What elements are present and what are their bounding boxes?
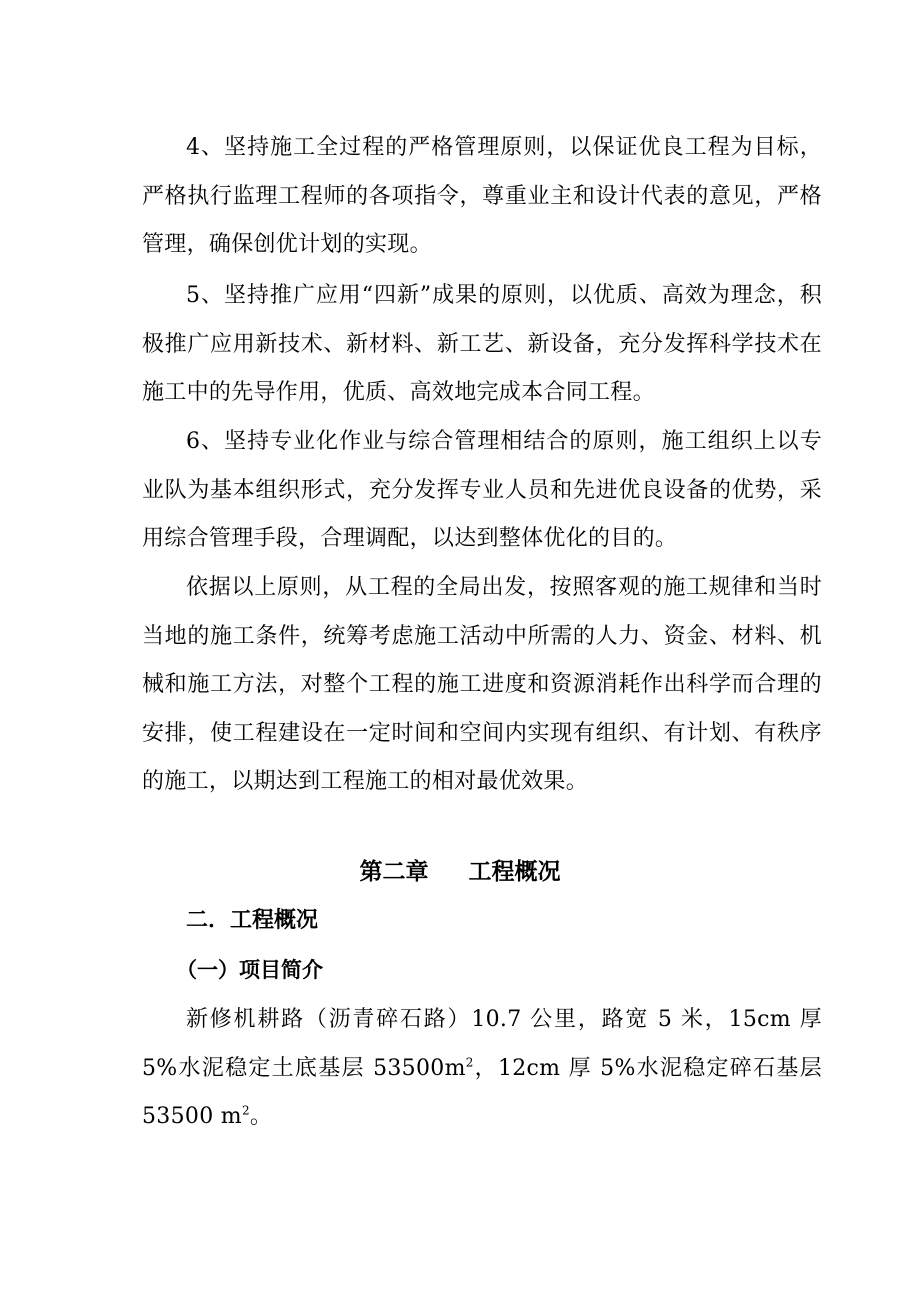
paragraph-principle-6: 6、坚持专业化作业与综合管理相结合的原则，施工组织上以专业队为基本组织形式，充分发挥专业人员和先进优良设备的优势，采用综合管理手段，合理调配，以达到整体优化的目的。 [142,429,822,551]
paragraph-project-summary [142,996,822,1142]
project-text-1: 新修机耕路（沥青碎石路）10.7 公里，路宽 5 米，15cm 厚 5%水泥稳定土底基层 53500m [142,1007,822,1081]
project-text-2: ，12cm 厚 5%水泥稳定碎石基层 53500 m [142,1055,822,1129]
chapter-number: 第二章 [359,859,429,885]
subsection-heading: （一）项目简介 [176,957,323,982]
project-text-3: 。 [249,1104,273,1129]
paragraph-summary: 依据以上原则，从工程的全局出发，按照客观的施工规律和当时当地的施工条件，统筹考虑施工活动中所需的人力、资金、材料、机械和施工方法，对整个工程的施工进度和资源消耗作出科学而合理的安排，使工程建设在一定时间和空间内实现有组织、有计划、有秩序的施工，以期达到工程施工的相对最优效果。 [142,575,822,794]
section-heading: 二．工程概况 [186,907,319,933]
area-unit-superscript-2: 2 [241,1103,250,1118]
paragraph-principle-5: 5、坚持推广应用“四新”成果的原则，以优质、高效为理念，积极推广应用新技术、新材料、新工艺、新设备，充分发挥科学技术在施工中的先导作用，优质、高效地完成本合同工程。 [142,283,822,405]
area-unit-superscript-1: 2 [465,1055,474,1070]
paragraph-principle-4: 4、坚持施工全过程的严格管理原则，以保证优良工程为目标，严格执行监理工程师的各项指令，尊重业主和设计代表的意见，严格管理，确保创优计划的实现。 [142,135,822,257]
chapter-title: 工程概况 [468,859,561,885]
chapter-heading [0,850,920,894]
